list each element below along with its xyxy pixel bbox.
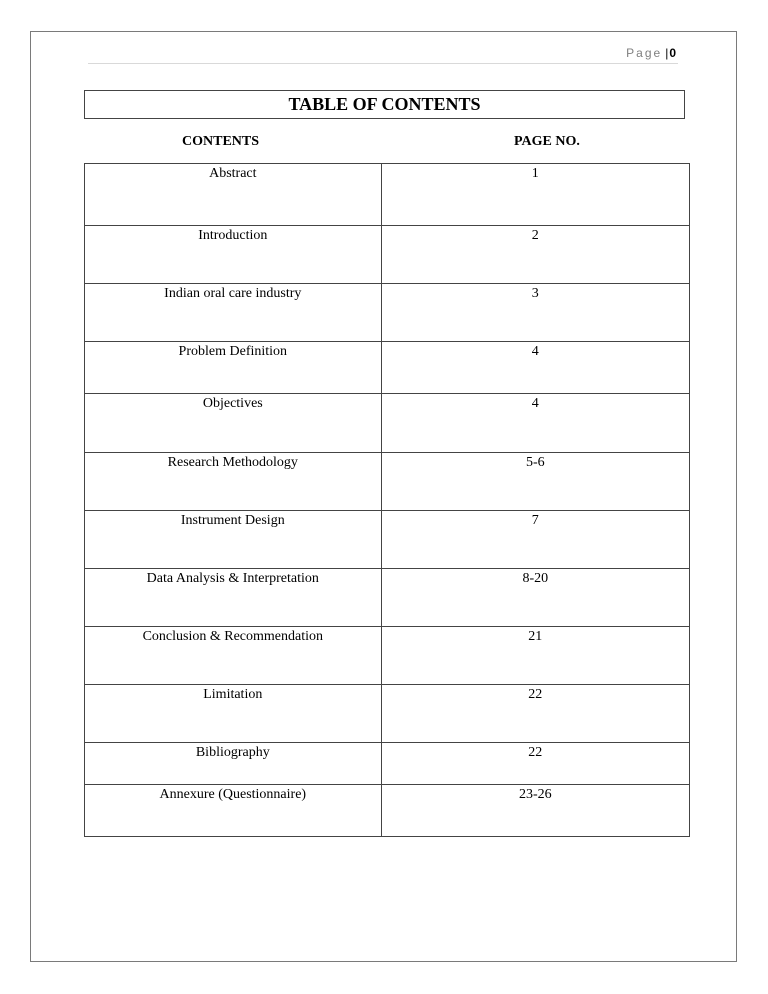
toc-entry-title: Problem Definition — [85, 342, 382, 394]
toc-entry-page: 7 — [381, 511, 689, 569]
page-separator: | — [665, 46, 669, 60]
toc-entry-page: 22 — [381, 743, 689, 785]
page-number: 0 — [669, 46, 676, 60]
toc-row — [85, 511, 690, 569]
toc-entry-page: 4 — [381, 342, 689, 394]
toc-title: TABLE OF CONTENTS — [84, 90, 685, 119]
toc-row — [85, 685, 690, 743]
header-rule — [88, 63, 678, 64]
page-header — [626, 46, 676, 60]
toc-entry-title: Data Analysis & Interpretation — [85, 569, 382, 627]
toc-entry-title: Introduction — [85, 226, 382, 284]
toc-entry-page: 4 — [381, 394, 689, 453]
toc-row — [85, 453, 690, 511]
toc-row — [85, 226, 690, 284]
toc-row — [85, 743, 690, 785]
page-word: Page — [626, 46, 663, 60]
toc-entry-page: 21 — [381, 627, 689, 685]
toc-entry-page: 3 — [381, 284, 689, 342]
toc-entry-title: Conclusion & Recommendation — [85, 627, 382, 685]
toc-entry-page: 22 — [381, 685, 689, 743]
toc-entry-page: 1 — [381, 164, 689, 226]
toc-row — [85, 164, 690, 226]
toc-row — [85, 284, 690, 342]
toc-entry-title: Annexure (Questionnaire) — [85, 785, 382, 837]
toc-row — [85, 569, 690, 627]
toc-entry-title: Indian oral care industry — [85, 284, 382, 342]
toc-row — [85, 785, 690, 837]
toc-table — [84, 163, 690, 837]
contents-column-header: CONTENTS — [182, 134, 260, 149]
toc-entry-title: Bibliography — [85, 743, 382, 785]
toc-entry-page: 2 — [381, 226, 689, 284]
toc-entry-title: Objectives — [85, 394, 382, 453]
toc-row — [85, 394, 690, 453]
toc-entry-title: Limitation — [85, 685, 382, 743]
toc-entry-page: 8-20 — [381, 569, 689, 627]
toc-entry-title: Instrument Design — [85, 511, 382, 569]
toc-entry-title: Research Methodology — [85, 453, 382, 511]
toc-row — [85, 627, 690, 685]
toc-row — [85, 342, 690, 394]
toc-entry-page: 5-6 — [381, 453, 689, 511]
page-no-column-header: PAGE NO. — [514, 134, 580, 149]
toc-entry-title: Abstract — [85, 164, 382, 226]
toc-entry-page: 23-26 — [381, 785, 689, 837]
